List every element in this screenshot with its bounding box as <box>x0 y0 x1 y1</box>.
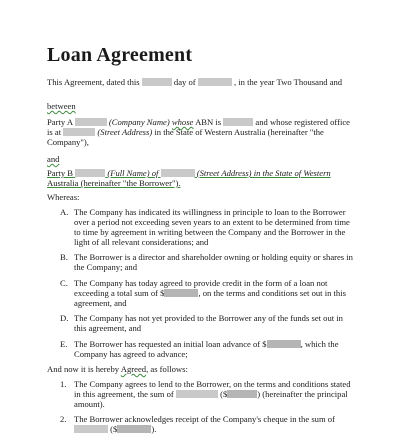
recital-marker: C. <box>60 278 68 288</box>
agreed-word: Agreed <box>120 364 147 374</box>
clause-2-text: ($ <box>110 424 118 434</box>
sum-words-blank[interactable] <box>176 390 218 398</box>
party-b-label: Party B <box>47 168 74 178</box>
recital-marker: B. <box>60 252 68 262</box>
street-address-blank[interactable] <box>63 128 95 136</box>
party-b-line-1 <box>47 168 331 178</box>
clause-2-line-2 <box>74 424 156 434</box>
sum-amount-blank[interactable] <box>227 390 257 398</box>
recital-marker: A. <box>60 207 69 217</box>
recital-d-line: The Company has not yet provided to the Borrower any of the funds set out in <box>74 313 343 323</box>
full-name-blank[interactable] <box>75 169 105 177</box>
date-day-blank[interactable] <box>142 78 172 86</box>
recital-e-text: , which the <box>300 339 339 349</box>
recital-a-line: over a period not exceeding seven years to an extent to be determined from time <box>74 217 350 227</box>
cheque-amount-blank[interactable] <box>117 425 151 433</box>
party-a-line-1 <box>47 117 350 127</box>
recital-b-line: the Company; and <box>74 262 138 272</box>
recital-e-text: The Borrower has requested an initial loan advance of $ <box>74 339 267 349</box>
agreed-text: , as follows: <box>146 364 188 374</box>
borrower-address-label: (Street Address) in the State of Western <box>196 168 331 178</box>
intro-text: , in the year Two Thousand and <box>233 77 343 87</box>
recital-c-line-2 <box>74 288 346 298</box>
recital-d-line: this agreement, and <box>74 323 142 333</box>
party-b-line-2: Australia (hereinafter "the Borrower"). <box>47 178 181 188</box>
clause-1-text: ($ <box>220 389 228 399</box>
intro-text: day of <box>173 77 196 87</box>
agreed-text: And now it is hereby <box>47 364 120 374</box>
recital-b-line: The Borrower is a director and shareholder owning or holding equity or shares in <box>74 252 353 262</box>
is-at-text: is at <box>47 127 62 137</box>
total-sum-blank[interactable] <box>164 289 198 297</box>
recital-e-line: Company has agreed to advance; <box>74 349 188 359</box>
and-label: and <box>47 154 60 164</box>
clause-1-line: amount). <box>74 399 105 409</box>
party-a-line-2 <box>47 127 324 137</box>
clause-marker: 1. <box>60 379 67 389</box>
date-month-blank[interactable] <box>198 78 232 86</box>
clause-marker: 2. <box>60 414 67 424</box>
registered-text: and whose registered office <box>255 117 350 127</box>
cheque-words-blank[interactable] <box>74 425 108 433</box>
party-a-line-3: Company"), <box>47 137 89 147</box>
recital-c-text: , on the terms and conditions set out in this <box>198 288 346 298</box>
abn-blank[interactable] <box>223 118 253 126</box>
company-name-label: (Company Name) <box>108 117 170 127</box>
company-name-blank[interactable] <box>75 118 107 126</box>
recital-c-line: agreement, and <box>74 298 127 308</box>
abn-text: ABN is <box>195 117 222 127</box>
recital-a-line: The Company has indicated its willingness in principle to loan to the Borrower <box>74 207 346 217</box>
borrower-address-blank[interactable] <box>161 169 195 177</box>
clause-2-text: ). <box>151 424 157 434</box>
agreed-intro-line <box>47 364 188 374</box>
clause-1-line: The Company agrees to lend to the Borrower, on the terms and conditions stated <box>74 379 351 389</box>
intro-line <box>47 77 342 87</box>
recital-e-line-1 <box>74 339 339 349</box>
intro-text: This Agreement, dated this <box>47 77 140 87</box>
party-a-label: Party A <box>47 117 73 127</box>
initial-advance-blank[interactable] <box>267 340 301 348</box>
state-text: in the State of Western Australia (hereinafter "the <box>154 127 324 137</box>
recital-marker: E. <box>60 339 68 349</box>
clause-1-text: ) (hereinafter the principal <box>257 389 348 399</box>
clause-2-line: The Borrower acknowledges receipt of the Company's cheque in the sum of <box>74 414 335 424</box>
document-title: Loan Agreement <box>47 44 193 66</box>
recital-a-line: to time by agreement in writing between the Company and the Borrower in the <box>74 227 346 237</box>
street-address-label: (Street Address) <box>97 127 153 137</box>
recital-c-text: exceeding a total sum of $ <box>74 288 165 298</box>
recital-a-line: light of all relevant considerations; and <box>74 237 209 247</box>
clause-1-line-2 <box>74 389 348 399</box>
whose-text: whose <box>171 117 194 127</box>
whereas-label: Whereas: <box>47 192 80 202</box>
between-label: between <box>47 101 76 111</box>
clause-1-text: in this agreement, the sum of <box>74 389 174 399</box>
full-name-label: (Full Name) of <box>107 168 159 178</box>
recital-c-line: The Company has today agreed to provide credit in the form of a loan not <box>74 278 328 288</box>
recital-marker: D. <box>60 313 69 323</box>
